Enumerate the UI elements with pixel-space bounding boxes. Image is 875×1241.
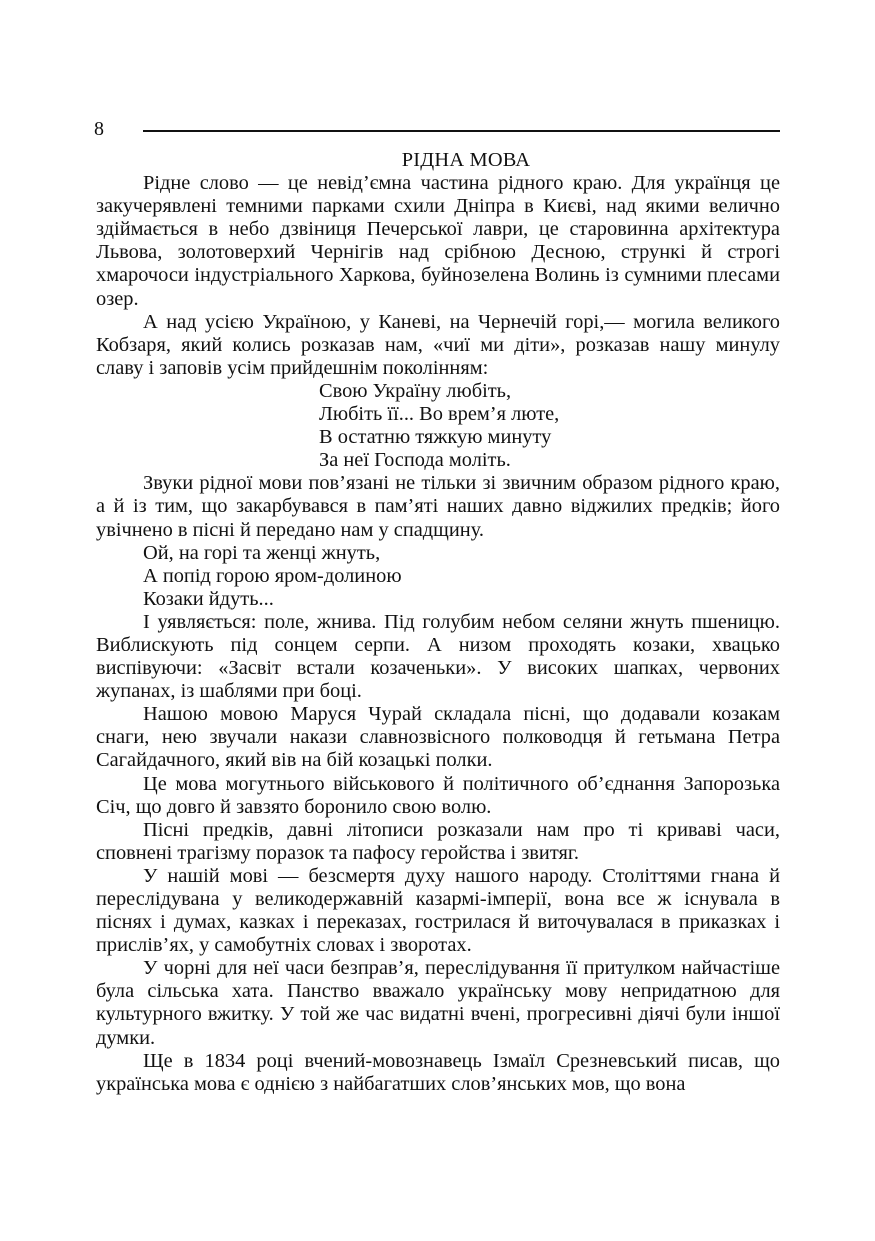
paragraph: У нашій мові — безсмертя духу нашого народу. Століттями гнана й переслідувана у великодержавній казармі-імперії, вона все ж існувала в піснях і думах, казках і переказах, гострилася й виточувалася в приказках і прислів’ях, у самобутніх словах і зворотах. xyxy=(96,864,780,957)
song-quote xyxy=(96,542,780,611)
poem-line: Свою Україну любіть, xyxy=(319,379,512,402)
paragraph: А над усією Україною, у Каневі, на Чернечій горі,— могила великого Кобзаря, який колись розказав нам, «чиї ми діти», розказав нашу минулу славу і заповів усім прийдешнім поколінням: xyxy=(96,310,780,379)
page-title: РІДНА МОВА xyxy=(401,149,531,171)
song-line: Ой, на горі та женці жнуть, xyxy=(143,541,381,564)
paragraph: Це мова могутнього військового й політичного об’єднання Запорозька Січ, що довго й завзято боронило свою волю. xyxy=(96,772,780,818)
paragraph: Ще в 1834 році вчений-мовознавець Ізмаїл Срезневський писав, що українська мова є однією з найбагатших слов’янських мов, що вона xyxy=(96,1049,780,1095)
paragraph: Звуки рідної мови пов’язані не тільки зі звичним образом рідного краю, а й із тим, що закарбувався в пам’яті наших давно віджилих предків; його увічнено в пісні й передано нам у спадщину. xyxy=(96,472,780,541)
poem-line: В остатню тяжкую минуту xyxy=(319,426,552,449)
paragraph: У чорні для неї часи безправ’я, переслідування її притулком найчастіше була сільська хата. Панство вважало українську мову непридатною для культурного вжитку. У той же час видатні вчені, прогресивні діячі були іншої думки. xyxy=(96,957,780,1049)
paragraph: Пісні предків, давні літописи розказали нам про ті криваві часи, сповнені трагізму поразок та пафосу геройства і звитяг. xyxy=(96,818,780,864)
paragraph: Нашою мовою Маруся Чурай складала пісні, що додавали козакам снаги, нею звучали накази славнозвісного полководця й гетьмана Петра Сагайдачного, який вів на бій козацькі полки. xyxy=(96,703,780,772)
poem-line: За неї Господа моліть. xyxy=(319,449,511,472)
page-number: 8 xyxy=(94,118,104,140)
page-body xyxy=(96,149,780,1096)
song-line: Козаки йдуть... xyxy=(143,587,274,610)
header-rule xyxy=(143,130,780,132)
paragraph: І уявляється: поле, жнива. Під голубим небом селяни жнуть пшеницю. Виблискують під сонцем серпи. А низом проходять козаки, хвацько виспівуючи: «Засвіт встали козаченьки». У високих шапках, червоних жупанах, із шаблями при боці. xyxy=(96,610,780,703)
song-line: А попід горою яром-долиною xyxy=(143,564,402,587)
poem-quote xyxy=(96,380,780,472)
paragraph: Рідне слово — це невід’ємна частина рідного краю. Для українця це закучерявлені темними парками схили Дніпра в Києві, над якими велично здіймається в небо дзвіниця Печерської лаври, це старовинна архітектура Львова, золотоверхий Чернігів над срібною Десною, стрункі й строгі хмарочоси індустріального Харкова, буйнозелена Волинь із сумними плесами озер. xyxy=(96,172,780,310)
poem-line: Любіть її... Во врем’я люте, xyxy=(319,403,560,426)
